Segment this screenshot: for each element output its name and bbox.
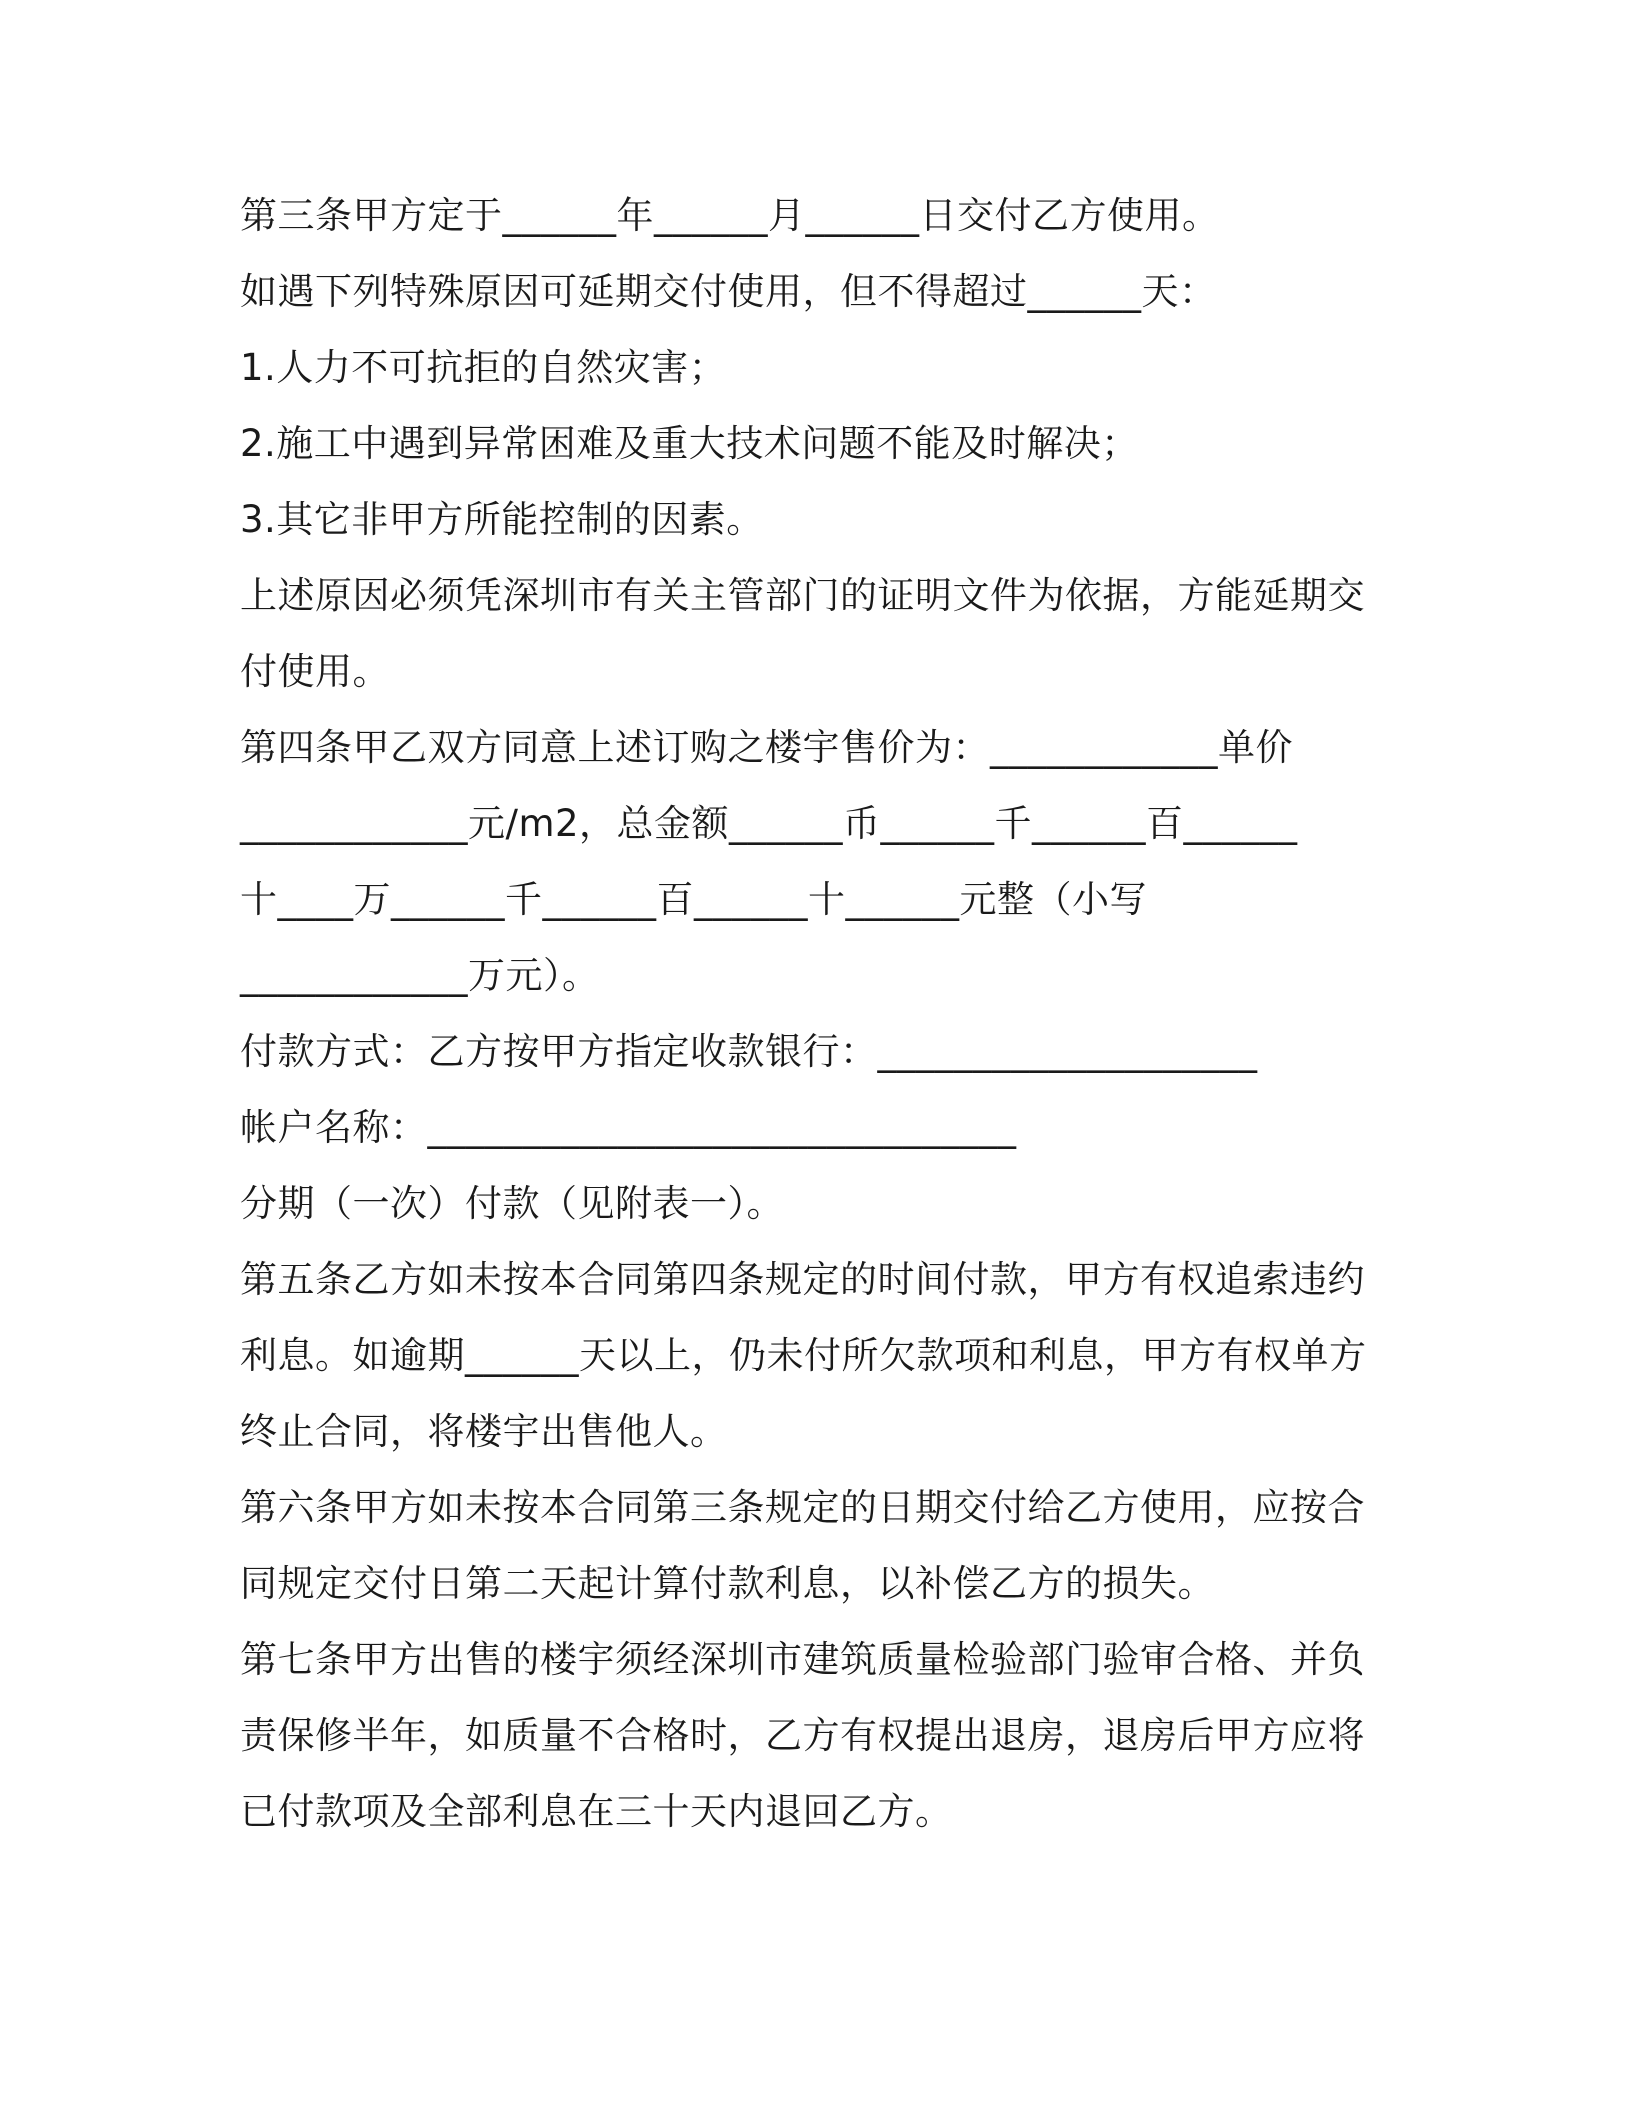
- delay-reason-1: 1.人力不可抗拒的自然灾害；: [240, 346, 727, 389]
- clause-4-price-line-3: 十____万______千______百______十______元整（小写: [240, 878, 1147, 921]
- installment-note: 分期（一次）付款（见附表一）。: [240, 1182, 784, 1225]
- payment-method-bank: 付款方式：乙方按甲方指定收款银行：____________________: [240, 1030, 1258, 1073]
- clause-7-line-3: 已付款项及全部利息在三十天内退回乙方。: [240, 1790, 953, 1833]
- clause-4-price-line-1: 第四条甲乙双方同意上述订购之楼宇售价为：____________单价: [240, 726, 1293, 769]
- delay-proof-line-1: 上述原因必须凭深圳市有关主管部门的证明文件为依据，方能延期交: [240, 574, 1365, 617]
- delay-reason-2: 2.施工中遇到异常困难及重大技术问题不能及时解决；: [240, 422, 1139, 465]
- clause-5-line-2: 利息。如逾期______天以上，仍未付所欠款项和利息，甲方有权单方: [240, 1334, 1367, 1377]
- clause-7-line-1: 第七条甲方出售的楼宇须经深圳市建筑质量检验部门验审合格、并负: [240, 1638, 1365, 1681]
- clause-5-line-1: 第五条乙方如未按本合同第四条规定的时间付款，甲方有权追索违约: [240, 1258, 1365, 1301]
- clause-3-delivery-date: 第三条甲方定于______年______月______日交付乙方使用。: [240, 194, 1220, 237]
- clause-4-price-line-4: ____________万元）。: [240, 954, 600, 997]
- clause-5-line-3: 终止合同，将楼宇出售他人。: [240, 1410, 728, 1453]
- clause-7-line-2: 责保修半年，如质量不合格时，乙方有权提出退房，退房后甲方应将: [240, 1714, 1365, 1757]
- clause-6-line-2: 同规定交付日第二天起计算付款利息，以补偿乙方的损失。: [240, 1562, 1215, 1605]
- clause-3-delay-limit: 如遇下列特殊原因可延期交付使用，但不得超过______天：: [240, 270, 1217, 313]
- clause-4-price-line-2: ____________元/m2，总金额______币______千______百______: [240, 802, 1298, 845]
- delay-proof-line-2: 付使用。: [240, 650, 390, 693]
- account-name: 帐户名称：_______________________________: [240, 1106, 1017, 1149]
- delay-reason-3: 3.其它非甲方所能控制的因素。: [240, 498, 764, 541]
- clause-6-line-1: 第六条甲方如未按本合同第三条规定的日期交付给乙方使用，应按合: [240, 1486, 1365, 1529]
